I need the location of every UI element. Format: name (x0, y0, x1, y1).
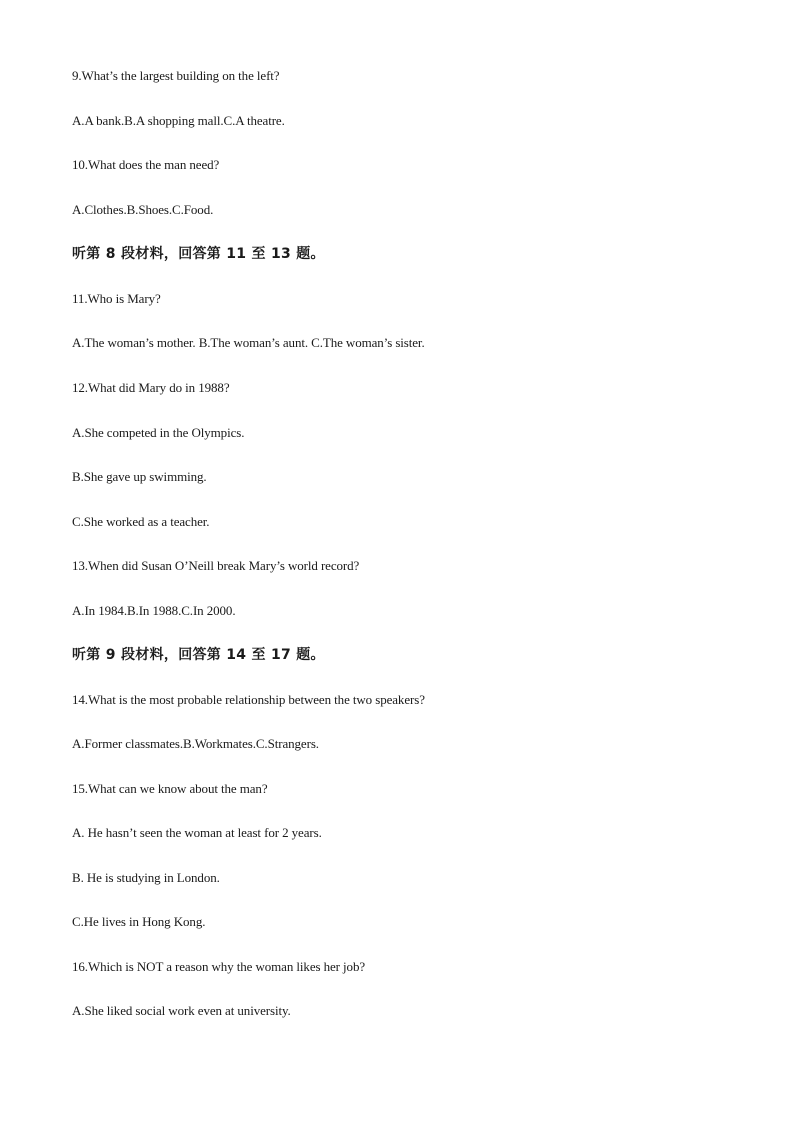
question-14-options: A.Former classmates.B.Workmates.C.Strangers. (72, 736, 319, 751)
question-16: 16.Which is NOT a reason why the woman likes her job? (72, 959, 366, 974)
question-15: 15.What can we know about the man? (72, 781, 268, 796)
question-10: 10.What does the man need? (72, 157, 220, 172)
question-10-options: A.Clothes.B.Shoes.C.Food. (72, 202, 214, 217)
question-12-option-b: B.She gave up swimming. (72, 469, 207, 484)
section-heading-passage-8: 听第 8 段材料，回答第 11 至 13 题。 (72, 246, 325, 262)
question-9-options: A.A bank.B.A shopping mall.C.A theatre. (72, 113, 285, 128)
question-12-option-c: C.She worked as a teacher. (72, 514, 210, 529)
question-13: 13.When did Susan O’Neill break Mary’s world record? (72, 558, 360, 573)
question-11: 11.Who is Mary? (72, 291, 161, 306)
question-16-option-a: A.She liked social work even at university. (72, 1003, 291, 1018)
question-9: 9.What’s the largest building on the left? (72, 68, 280, 83)
question-13-options: A.In 1984.B.In 1988.C.In 2000. (72, 603, 236, 618)
question-15-option-b: B. He is studying in London. (72, 870, 220, 885)
question-14: 14.What is the most probable relationship between the two speakers? (72, 692, 425, 707)
section-heading-passage-9: 听第 9 段材料，回答第 14 至 17 题。 (72, 647, 325, 663)
question-15-option-a: A. He hasn’t seen the woman at least for 2 years. (72, 825, 322, 840)
question-15-option-c: C.He lives in Hong Kong. (72, 914, 206, 929)
question-12-option-a: A.She competed in the Olympics. (72, 425, 245, 440)
question-11-options: A.The woman’s mother. B.The woman’s aunt. C.The woman’s sister. (72, 335, 425, 350)
question-12: 12.What did Mary do in 1988? (72, 380, 230, 395)
